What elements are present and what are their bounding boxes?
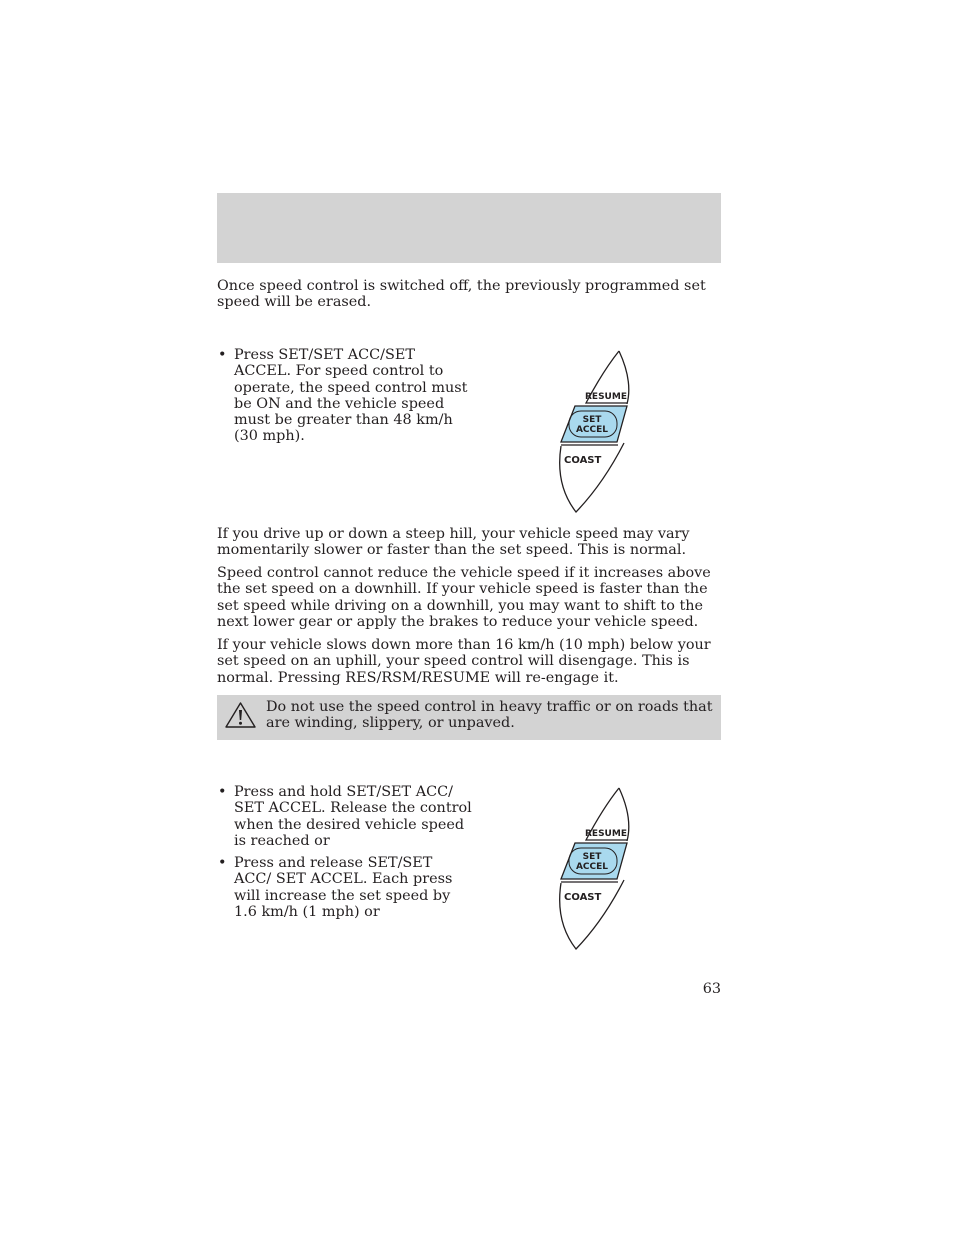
bullet-text: Press and release SET/SET ACC/ SET ACCEL. Each press will increase the set speed by 1.6 km/h (1 mph) or [234,855,453,921]
bullet-text: Press and hold SET/SET ACC/ SET ACCEL. Release the control when the desired vehicle speed is reached or [234,784,472,849]
resume-label: RESUME [585,829,627,839]
bullet-icon: • [218,855,227,872]
set-label: SET [582,415,602,425]
list-item [217,347,472,445]
page-number: 63 [702,981,721,997]
accelerate-bullets [217,784,472,926]
bullet-icon: • [218,347,227,363]
list-item [217,855,472,920]
list-item [217,784,472,849]
resume-label: RESUME [585,392,627,402]
set-speed-bullets [217,347,472,451]
section-header-band [217,193,721,263]
downhill-paragraph: Speed control cannot reduce the vehicle speed if it increases above the set speed on a downhill. If your vehicle speed is faster than the set speed while driving on a downhill, you may want to shift to the next lower gear or apply the brakes to reduce your vehicle speed. [217,565,711,630]
steep-hill-paragraph: If you drive up or down a steep hill, your vehicle speed may vary momentarily slower or faster than the set speed. This is normal. [217,526,690,559]
bullet-icon: • [218,784,227,800]
warning-text: Do not use the speed control in heavy traffic or on roads that are winding, slippery, or unpaved. [266,699,713,732]
uphill-paragraph: If your vehicle slows down more than 16 km/h (10 mph) below your set speed on an uphill, your speed control will disengage. This is normal. Pressing RES/RSM/RESUME will re-engage it. [217,637,711,686]
coast-label: COAST [564,892,602,903]
bullet-text: Press SET/SET ACC/SET ACCEL. For speed control to operate, the speed control must be ON and the vehicle speed must be greater than 48 km/h (30 mph). [234,347,468,445]
speed-control-switch-diagram [553,349,633,513]
set-label: SET [582,852,602,862]
warning-box [217,695,721,740]
warning-triangle-icon [224,701,257,729]
speed-control-switch-diagram [553,786,633,950]
coast-label: COAST [564,455,602,466]
accel-label: ACCEL [575,425,609,435]
accel-label: ACCEL [575,862,609,872]
intro-paragraph: Once speed control is switched off, the previously programmed set speed will be erased. [217,278,706,311]
